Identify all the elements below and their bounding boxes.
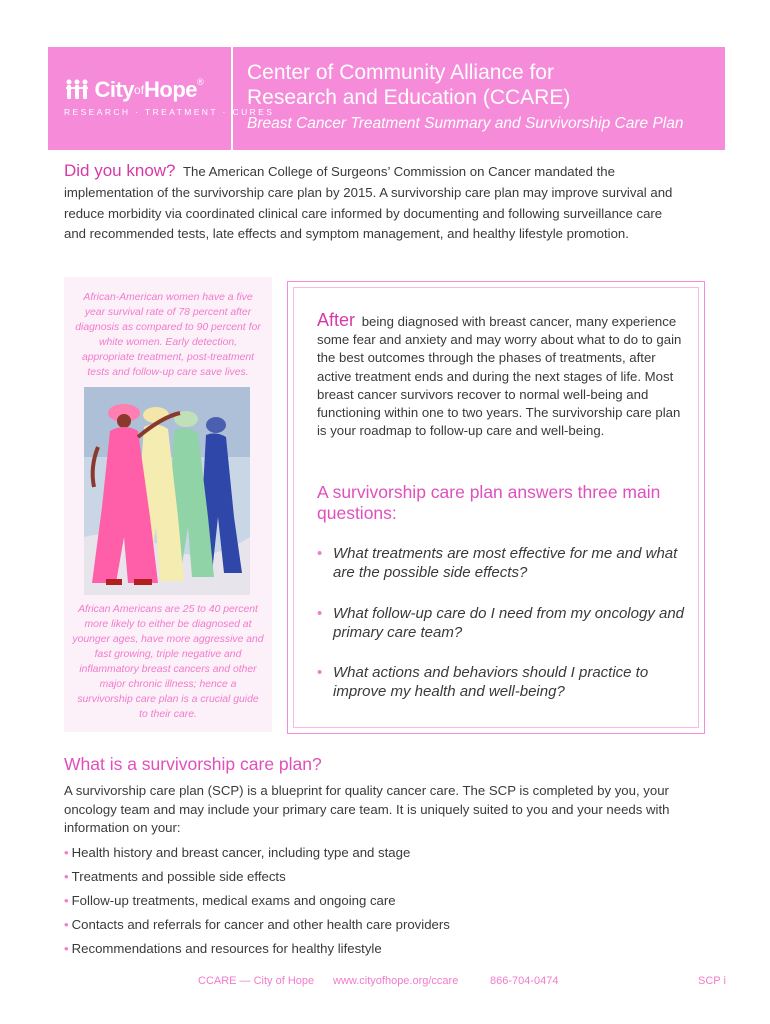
- list-item: [64, 937, 724, 961]
- question-item: • What actions and behaviors should I practice to improve my health and well-being?: [317, 664, 689, 701]
- did-you-know-paragraph: [64, 161, 684, 245]
- bullet-icon: •: [64, 845, 69, 860]
- header-divider: [231, 47, 233, 150]
- did-you-know-text: The American College of Surgeons’ Commission on Cancer mandated the implementation of the survivorship care plan by 2015. A survivorship care plan may improve survival and reduce morbidity via coordinated clinical care informed by documenting and following surveillance care and recommended tests, late effects and symptom management, and healthy lifestyle promotion.: [64, 164, 673, 242]
- people-logo-icon: [64, 78, 90, 102]
- page-title-line-1: Center of Community Alliance for: [247, 61, 554, 84]
- list-item-text: Treatments and possible side effects: [71, 869, 286, 884]
- logo-of-text: of: [134, 83, 145, 97]
- list-item: [64, 841, 724, 865]
- what-is-heading: What is a survivorship care plan?: [64, 754, 322, 774]
- list-item-text: Recommendations and resources for healthy lifestyle: [71, 941, 382, 956]
- bullet-icon: •: [64, 917, 69, 932]
- bullet-icon: •: [64, 893, 69, 908]
- logo-registered-mark: ®: [197, 77, 204, 87]
- list-item: [64, 913, 724, 937]
- page-title-line-2: Research and Education (CCARE): [247, 86, 571, 109]
- logo-city-text: City: [94, 77, 135, 102]
- sidebar-quote-bottom: African Americans are 25 to 40 percent more likely to either be diagnosed at younger ages, have more aggressive and fast growing, triple negative and inflammatory breast cancers and other major chronic illness; hence a survivorship care plan is a crucial guide to their care.: [72, 604, 264, 720]
- footer-org: CCARE — City of Hope: [198, 975, 315, 987]
- page-number: SCP i: [698, 975, 726, 987]
- list-item-text: Health history and breast cancer, including type and stage: [71, 845, 411, 860]
- bullet-icon: •: [64, 941, 69, 956]
- footer-phone: 866-704-0474: [490, 975, 559, 987]
- after-paragraph: [317, 311, 689, 440]
- list-item-text: Contacts and referrals for cancer and other health care providers: [71, 917, 450, 932]
- what-is-list: [64, 841, 724, 961]
- footer-url-link[interactable]: www.cityofhope.org/ccare: [333, 975, 459, 987]
- after-lead: After: [317, 310, 356, 330]
- women-walking-painting: [84, 387, 250, 595]
- page-title: [247, 60, 707, 110]
- city-of-hope-logo: [64, 77, 204, 103]
- list-item-text: Follow-up treatments, medical exams and ongoing care: [71, 893, 396, 908]
- list-item: [64, 865, 724, 889]
- after-text: being diagnosed with breast cancer, many experience some fear and anxiety and may worry about what to do to gain the best outcomes through the phases of treatments, after active treatment ends and during the next stages of life. Most breast cancer survivors recover to normal well-being and functioning within one to two years. The survivorship care plan is your roadmap to follow-up care and well-being.: [317, 314, 682, 439]
- page-subtitle: Breast Cancer Treatment Summary and Survivorship Care Plan: [247, 115, 684, 132]
- did-you-know-lead: Did you know?: [64, 161, 176, 180]
- question-item: • What follow-up care do I need from my oncology and primary care team?: [317, 605, 689, 642]
- logo-hope-text: Hope: [144, 77, 198, 102]
- questions-heading: A survivorship care plan answers three main questions:: [317, 482, 661, 523]
- question-item: • What treatments are most effective for me and what are the possible side effects?: [317, 545, 689, 582]
- questions-list: [317, 545, 689, 701]
- list-item: [64, 889, 724, 913]
- logo-tagline: RESEARCH · TREATMENT · CURES: [64, 107, 275, 117]
- bullet-icon: •: [64, 869, 69, 884]
- sidebar-quote-top: African-American women have a five year survival rate of 78 percent after diagnosis as compared to 90 percent for white women. Early detection, appropriate treatment, post-treatment tests and follow-up care save lives.: [75, 292, 261, 378]
- what-is-body: A survivorship care plan (SCP) is a blueprint for quality cancer care. The SCP is completed by you, your oncology team and may include your primary care team. It is uniquely suited to you and your needs with information on your:: [64, 783, 670, 836]
